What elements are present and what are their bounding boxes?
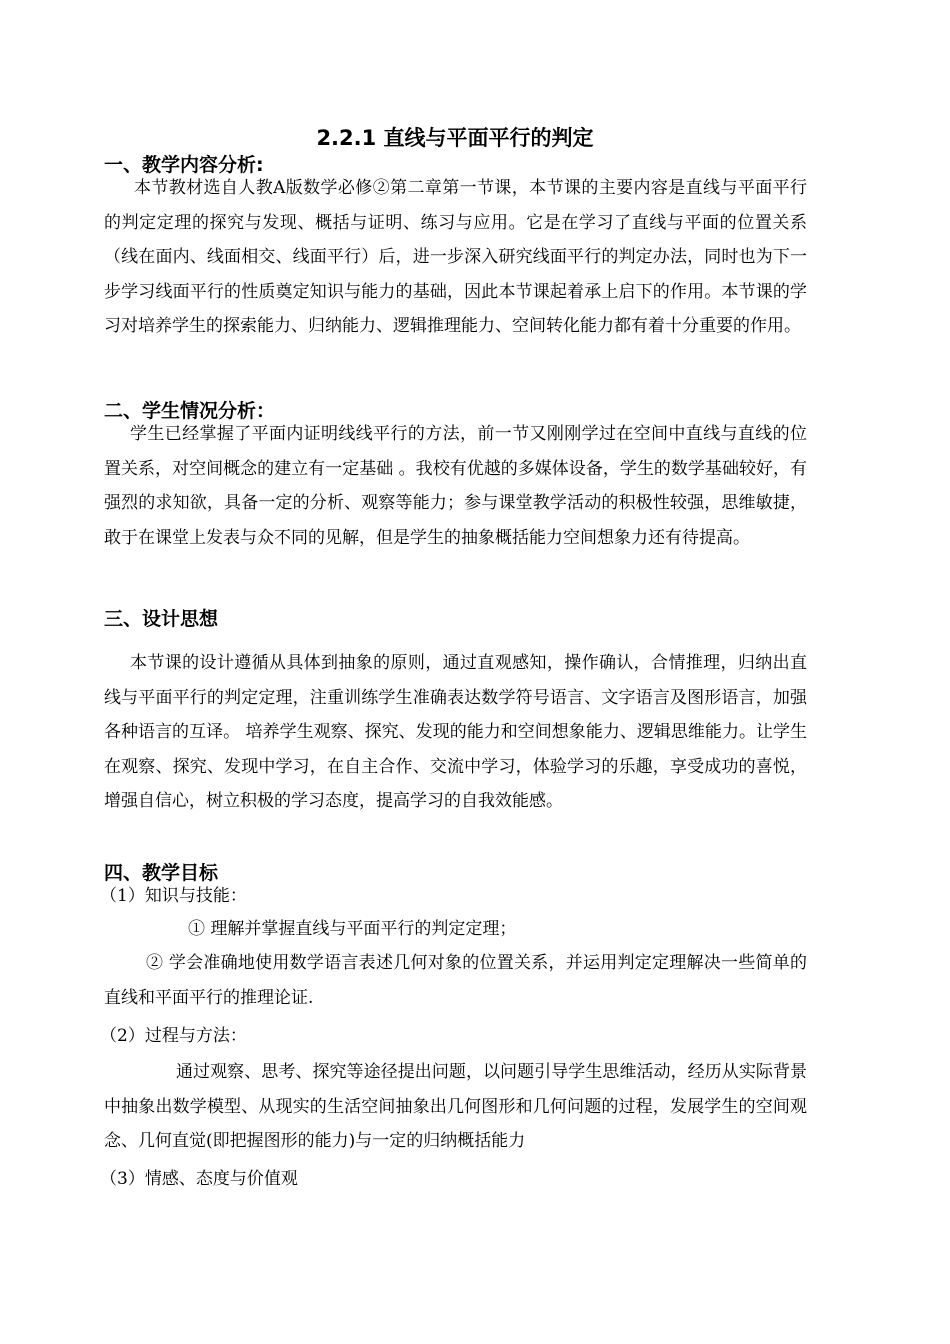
goal-item-1: ① 理解并掌握直线与平面平行的判定定理； [188,919,517,939]
goal-item-2: ② 学会准确地使用数学语言表述几何对象的位置关系，并运用判定定理解决一些简单的直线和平面平行的推理论证. [104,953,807,1008]
subheading-process-method: （2）过程与方法： [100,1026,247,1046]
section-paragraph-student-analysis: 学生已经掌握了平面内证明线线平行的方法，前一节又刚刚学过在空间中直线与直线的位置关系，对空间概念的建立有一定基础 。我校有优越的多媒体设备，学生的数学基础较好，有强烈的求知欲，具备一定的分析、观察等能力；参与课堂教学活动的积极性较强，思维敏捷，敢于在课堂上发表与众不同的见解，但是学生的抽象概括能力空间想象力还有待提高。 [104,424,807,548]
process-method-paragraph: 通过观察、思考、探究等途径提出问题，以问题引导学生思维活动，经历从实际背景中抽象出数学模型、从现实的生活空间抽象出几何图形和几何问题的过程，发展学生的空间观念、几何直觉(即把握图形的能力)与一定的归纳概括能力 [104,1062,807,1151]
subheading-emotion-values: （3）情感、态度与价值观 [100,1169,298,1189]
section-heading-teaching-goals: 四、教学目标 [104,862,219,884]
section-paragraph-content-analysis: 本节教材选自人教A版数学必修②第二章第一节课，本节课的主要内容是直线与平面平行的判定定理的探究与发现、概括与证明、练习与应用。它是在学习了直线与平面的位置关系（线在面内、线面相交、线面平行）后，进一步深入研究线面平行的判定办法，同时也为下一步学习线面平行的性质奠定知识与能力的基础，因此本节课起着承上启下的作用。本节课的学习对培养学生的探索能力、归纳能力、逻辑推理能力、空间转化能力都有着十分重要的作用。 [104,178,807,336]
section-heading-content-analysis: 一、教学内容分析: [104,154,264,176]
page-title: 2.2.1 直线与平面平行的判定 [316,126,594,150]
section-heading-design-idea: 三、设计思想 [104,608,219,630]
section-paragraph-design-idea: 本节课的设计遵循从具体到抽象的原则，通过直观感知，操作确认，合情推理，归纳出直线与平面平行的判定定理，注重训练学生准确表达数学符号语言、文字语言及图形语言，加强各种语言的互译。 培养学生观察、探究、发现的能力和空间想象能力、逻辑思维能力。让学生在观察、探究、发现中学习，在自主合作、交流中学习，体验学习的乐趣，享受成功的喜悦，增强自信心，树立积极的学习态度，提高学习的自我效能感。 [104,653,807,811]
section-heading-student-analysis: 二、学生情况分析： [104,400,276,422]
subheading-knowledge-skills: （1）知识与技能： [100,886,247,906]
